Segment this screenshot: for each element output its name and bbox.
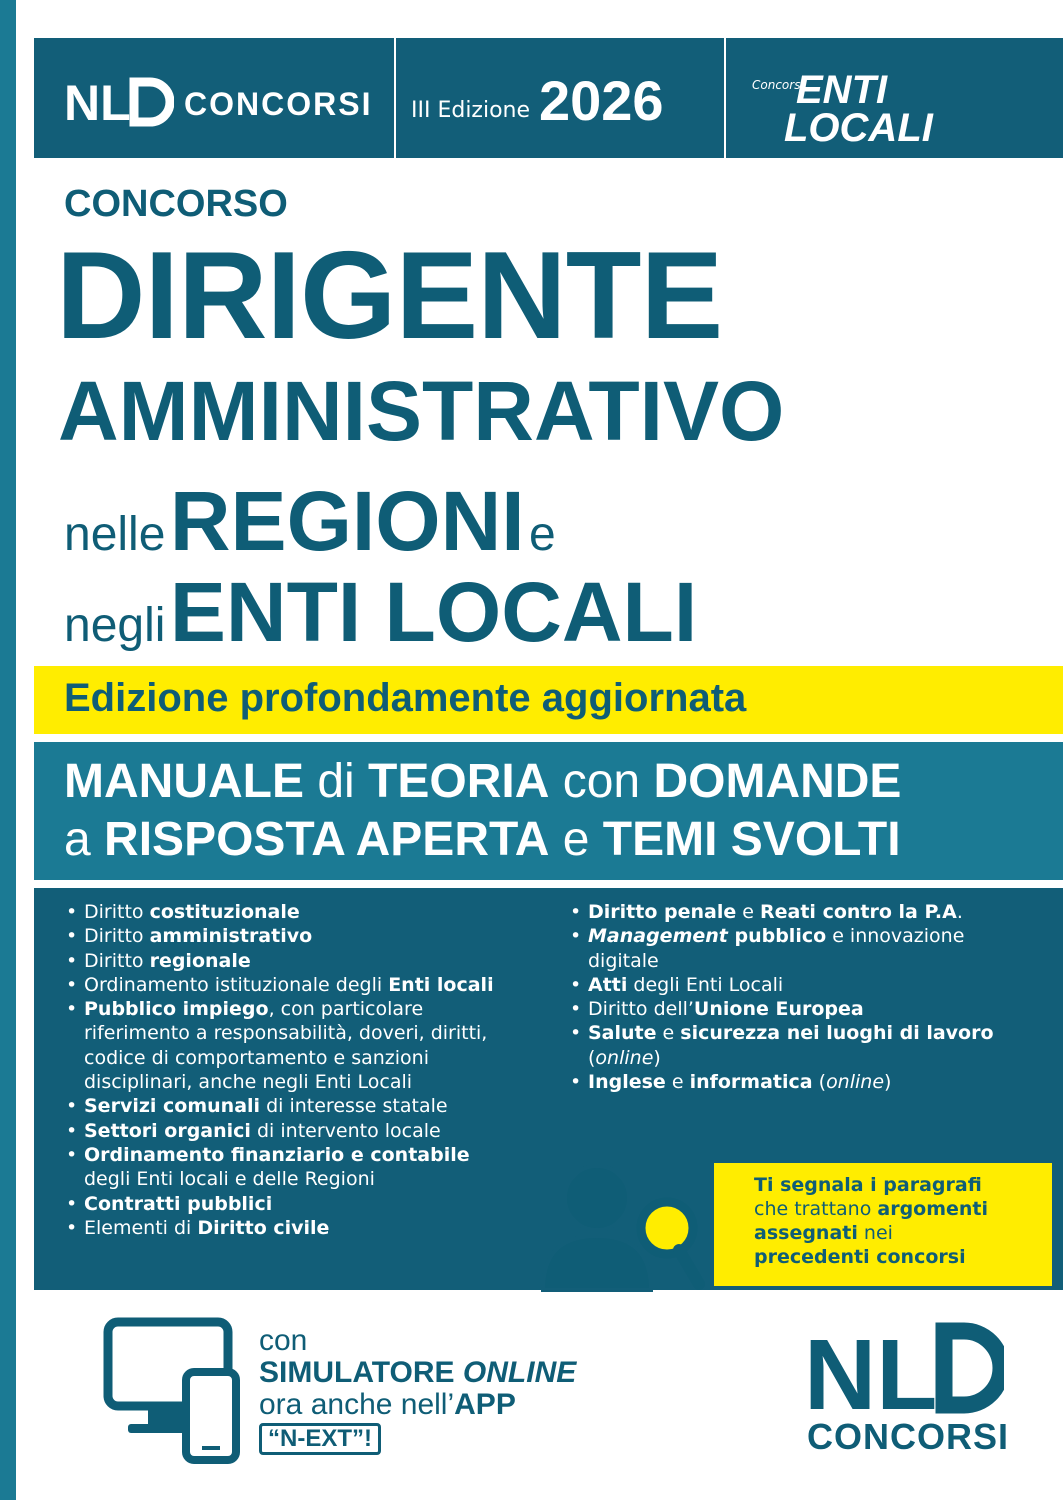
edition-label: III Edizione xyxy=(411,98,531,123)
topic-item: • Atti degli Enti Locali xyxy=(568,973,1038,997)
title-row-regioni xyxy=(64,473,556,570)
simul-ora: ora anche nell’ xyxy=(259,1388,455,1421)
manual-line-1 xyxy=(64,754,901,809)
manual-description-band xyxy=(34,742,1063,880)
header-bar xyxy=(34,38,1063,158)
simul-con: con xyxy=(259,1324,308,1357)
edition-year: 2026 xyxy=(539,69,664,132)
title-negli: negli xyxy=(64,599,166,652)
title-concorso: CONCORSO xyxy=(64,183,288,225)
topics-right-column xyxy=(568,900,1038,1094)
manual-word: con xyxy=(562,755,641,808)
topic-item: • Diritto amministrativo xyxy=(64,924,504,948)
topic-item: • Contratti pubblici xyxy=(64,1192,504,1216)
topic-item: • Diritto regionale xyxy=(64,949,504,973)
callout-text: Ti segnala i paragrafi che trattano argomenti assegnati nei precedenti concorsi xyxy=(754,1174,989,1268)
topic-item: • Elementi di Diritto civile xyxy=(64,1216,504,1240)
series-enti: ENTI xyxy=(796,68,888,112)
topics-left-column xyxy=(64,900,504,1240)
publisher-concorsi-bottom: CONCORSI xyxy=(807,1416,1010,1457)
topic-item: • Diritto penale e Reati contro la P.A. xyxy=(568,900,1038,924)
topic-item: • Diritto dell’Unione Europea xyxy=(568,997,1038,1021)
manual-word: e xyxy=(562,813,590,866)
series-small-label: Concorsi xyxy=(752,78,804,92)
simul-online: ONLINE xyxy=(462,1356,577,1389)
title-regioni: REGIONI xyxy=(169,474,525,568)
topic-item: • Management pubblico e innovazione digitale xyxy=(568,924,1038,973)
nld-logo xyxy=(64,76,174,128)
manual-word: TEORIA xyxy=(368,755,550,808)
publisher-cell xyxy=(34,38,396,158)
book-spine-edge xyxy=(0,0,16,1500)
svg-text:NL: NL xyxy=(64,76,131,128)
manual-word: di xyxy=(317,755,355,808)
manual-word: a xyxy=(64,813,91,866)
publisher-concorsi: CONCORSI xyxy=(184,86,373,122)
past-exams-callout xyxy=(714,1163,1052,1286)
topic-item: • Diritto costituzionale xyxy=(64,900,504,924)
title-row-enti xyxy=(64,564,697,661)
topic-item: • Salute e sicurezza nei luoghi di lavoro (online) xyxy=(568,1021,1038,1070)
topic-item: • Inglese e informatica (online) xyxy=(568,1070,1038,1094)
app-name-badge: “N-EXT”! xyxy=(259,1423,381,1455)
simulator-note xyxy=(259,1325,576,1455)
book-cover xyxy=(34,38,1063,1500)
topic-item: • Ordinamento finanziario e contabile degli Enti locali e delle Regioni xyxy=(64,1143,504,1192)
topic-item: • Servizi comunali di interesse statale xyxy=(64,1094,504,1118)
simul-title: SIMULATORE xyxy=(259,1356,455,1389)
topic-item: • Settori organici di intervento locale xyxy=(64,1119,504,1143)
title-nelle: nelle xyxy=(64,508,166,561)
edition-note: Edizione profondamente aggiornata xyxy=(64,676,747,720)
manual-word: RISPOSTA APERTA xyxy=(104,813,550,866)
title-dirigente: DIRIGENTE xyxy=(56,227,723,365)
series-locali: LOCALI xyxy=(784,106,933,150)
manual-word: TEMI SVOLTI xyxy=(602,813,901,866)
user-search-icon xyxy=(539,1158,719,1293)
svg-text:NL: NL xyxy=(804,1321,938,1416)
manual-word: MANUALE xyxy=(64,755,304,808)
manual-word: DOMANDE xyxy=(653,755,902,808)
devices-icon xyxy=(102,1316,242,1466)
topic-item: • Pubblico impiego, con particolare riferimento a responsabilità, doveri, diritti, codice di comportamento e sanzioni disciplinari, anche negli Enti Locali xyxy=(64,997,504,1094)
simul-app: APP xyxy=(454,1388,516,1421)
title-amministrativo: AMMINISTRATIVO xyxy=(58,364,785,458)
edition-note-band xyxy=(34,666,1063,734)
title-e: e xyxy=(529,508,556,561)
nld-logo-large xyxy=(804,1321,1004,1416)
title-enti-locali: ENTI LOCALI xyxy=(169,565,698,659)
manual-line-2 xyxy=(64,812,901,867)
topic-item: • Ordinamento istituzionale degli Enti locali xyxy=(64,973,504,997)
